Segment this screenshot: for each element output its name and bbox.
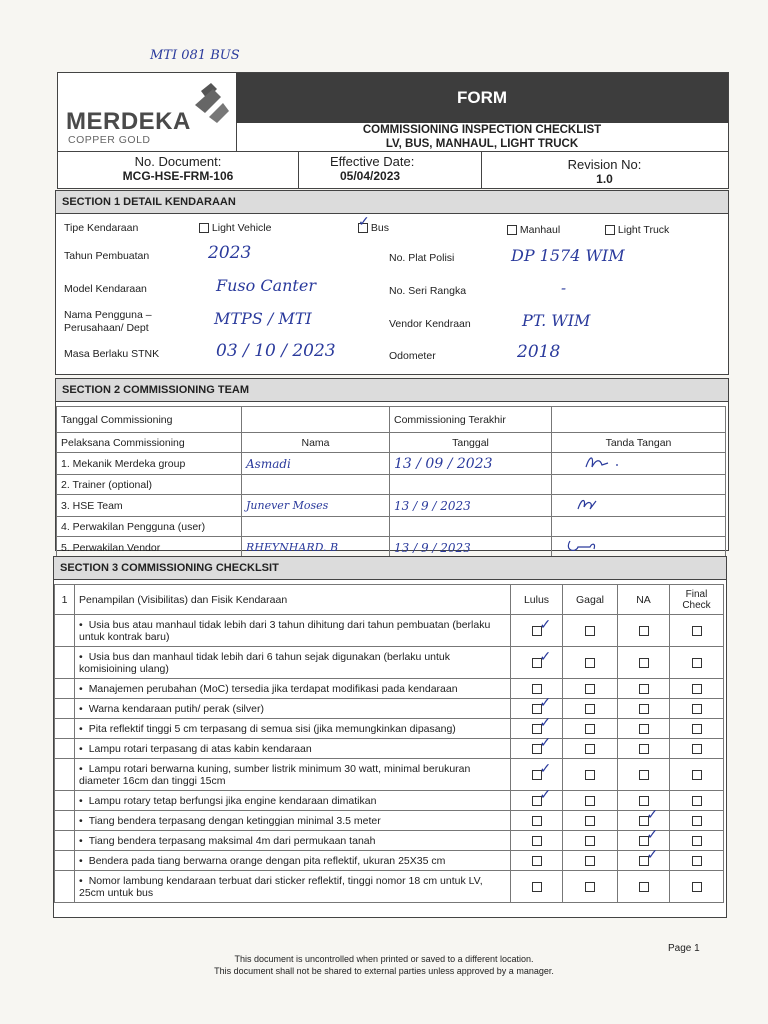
team-role: 1. Mekanik Merdeka group <box>57 453 242 475</box>
team-role: 4. Perwakilan Pengguna (user) <box>57 517 242 537</box>
form-header <box>57 72 729 189</box>
model-value: Fuso Canter <box>216 276 316 295</box>
checkbox-lulus[interactable] <box>532 836 542 846</box>
bullet-icon: • <box>79 682 83 695</box>
cell-gagal <box>563 831 618 851</box>
checklist-item-text: Pita reflektif tinggi 5 cm terpasang di semua sisi (jika memungkinkan dipasang) <box>88 722 456 735</box>
checklist-row <box>55 831 724 851</box>
tahun-value: 2023 <box>208 243 252 263</box>
checkbox-na[interactable] <box>639 658 649 668</box>
cell-gagal <box>563 791 618 811</box>
checkbox-na[interactable] <box>639 770 649 780</box>
cell-na <box>618 825 670 851</box>
checkbox-gagal[interactable] <box>585 770 595 780</box>
checkbox-gagal[interactable] <box>585 882 595 892</box>
bullet-icon: • <box>79 834 83 847</box>
cell-na <box>618 615 670 647</box>
col-tanggal: Tanggal <box>390 433 552 453</box>
checkbox-gagal[interactable] <box>585 724 595 734</box>
checkbox-gagal[interactable] <box>585 658 595 668</box>
checklist-row <box>55 759 724 791</box>
checkbox-gagal[interactable] <box>585 704 595 714</box>
team-role: 3. HSE Team <box>57 495 242 517</box>
col-final-check: Final Check <box>670 585 724 615</box>
plat-value: DP 1574 WIM <box>511 246 625 265</box>
checklist-item-text: Lampu rotari terpasang di atas kabin kendaraan <box>88 742 312 755</box>
cell-final <box>670 679 724 699</box>
check-mark-icon: ✓ <box>539 615 552 632</box>
cell-gagal <box>563 719 618 739</box>
signature-mark <box>556 453 636 471</box>
checklist-row <box>55 739 724 759</box>
cell-gagal <box>563 811 618 831</box>
footer-disclaimer <box>0 953 768 977</box>
row-spacer <box>55 719 75 739</box>
checkbox-final[interactable] <box>692 626 702 636</box>
cell-final <box>670 831 724 851</box>
cell-na <box>618 679 670 699</box>
checklist-item-text: Bendera pada tiang berwarna orange dengan pita reflektif, ukuran 25X35 cm <box>88 854 446 867</box>
checkbox-lulus[interactable] <box>532 816 542 826</box>
logo-subtext: COPPER GOLD <box>68 134 151 146</box>
logo-mark-icon <box>193 81 233 127</box>
tanggal-commissioning-value[interactable] <box>242 407 390 433</box>
form-label: FORM <box>236 73 728 123</box>
cell-final <box>670 851 724 871</box>
checklist-item <box>75 647 511 679</box>
check-mark-icon: ✓ <box>539 693 552 710</box>
checklist-item <box>75 791 511 811</box>
cell-lulus <box>511 713 563 739</box>
checkbox-final[interactable] <box>692 724 702 734</box>
row-spacer <box>55 791 75 811</box>
check-mark-icon: ✓ <box>646 845 659 862</box>
team-role: 2. Trainer (optional) <box>57 475 242 495</box>
col-nama: Nama <box>242 433 390 453</box>
bus-check-mark-icon: ✓ <box>358 213 370 229</box>
checkbox-lulus[interactable] <box>532 856 542 866</box>
checklist-row <box>55 791 724 811</box>
checklist-item-text: Tiang bendera terpasang maksimal 4m dari permukaan tanah <box>88 834 376 847</box>
cell-final <box>670 739 724 759</box>
cell-gagal <box>563 647 618 679</box>
cell-final <box>670 719 724 739</box>
footer-line1: This document is uncontrolled when printed or saved to a different location. <box>234 954 534 964</box>
section-3-title: SECTION 3 COMMISSIONING CHECKLSIT <box>54 557 726 580</box>
row-spacer <box>55 851 75 871</box>
type-option-light-vehicle[interactable] <box>199 222 271 234</box>
cell-na <box>618 699 670 719</box>
checkbox-na[interactable] <box>639 684 649 694</box>
type-label-light-truck: Light Truck <box>617 224 670 236</box>
cell-gagal <box>563 871 618 903</box>
team-name[interactable] <box>242 517 390 537</box>
col-gagal: Gagal <box>563 585 618 615</box>
pengguna-label-line2: Perusahaan/ Dept <box>64 322 149 334</box>
section-2-title: SECTION 2 COMMISSIONING TEAM <box>56 379 728 402</box>
cell-final <box>670 615 724 647</box>
cell-lulus <box>511 785 563 811</box>
checkbox-lulus[interactable] <box>532 882 542 892</box>
checklist-item <box>75 831 511 851</box>
section-1-title: SECTION 1 DETAIL KENDARAAN <box>56 191 728 214</box>
footer-line2: This document shall not be shared to external parties unless approved by a manager. <box>214 966 554 976</box>
checklist-item <box>75 851 511 871</box>
checkbox-final[interactable] <box>692 744 702 754</box>
checklist-item-text: Usia bus dan manhaul tidak lebih dari 6 tahun sejak digunakan (berlaku untuk komisioining ulang) <box>79 650 451 675</box>
team-row <box>57 453 726 475</box>
checkbox-final[interactable] <box>692 816 702 826</box>
tanggal-row <box>57 407 726 433</box>
bullet-icon: • <box>79 794 83 807</box>
tanggal-commissioning-label: Tanggal Commissioning <box>57 407 242 433</box>
cell-final <box>670 791 724 811</box>
team-signature[interactable] <box>552 495 726 517</box>
cell-lulus <box>511 851 563 871</box>
rangka-label: No. Seri Rangka <box>389 285 467 297</box>
checkbox-gagal[interactable] <box>585 626 595 636</box>
checklist-item-text: Warna kendaraan putih/ perak (silver) <box>88 702 264 715</box>
stnk-value: 03 / 10 / 2023 <box>216 341 336 361</box>
doc-info-row <box>58 151 728 189</box>
row-spacer <box>55 647 75 679</box>
checkbox-final[interactable] <box>692 770 702 780</box>
checklist-body <box>55 615 724 903</box>
cell-final <box>670 811 724 831</box>
checkbox-manhaul[interactable] <box>507 225 517 235</box>
cell-na <box>618 647 670 679</box>
checklist-row <box>55 811 724 831</box>
doc-no-label: No. Document: <box>134 154 222 169</box>
cell-lulus <box>511 871 563 903</box>
revision-value: 1.0 <box>596 172 613 186</box>
team-date[interactable]: 13 / 9 / 2023 <box>390 495 552 517</box>
checklist-row <box>55 871 724 903</box>
team-role: 5. Perwakilan Vendor <box>57 537 242 559</box>
pengguna-label <box>64 309 152 335</box>
cell-gagal <box>563 759 618 791</box>
team-row <box>57 517 726 537</box>
checkbox-na[interactable] <box>639 626 649 636</box>
checklist-item-text: Lampu rotary tetap berfungsi jika engine kendaraan dimatikan <box>88 794 377 807</box>
checklist-item <box>75 759 511 791</box>
cell-gagal <box>563 739 618 759</box>
checklist-item-text: Tiang bendera terpasang dengan ketinggian minimal 3.5 meter <box>88 814 381 827</box>
team-row <box>57 475 726 495</box>
team-name[interactable]: RHEYNHARD. B <box>242 537 390 559</box>
checkbox-final[interactable] <box>692 796 702 806</box>
bullet-icon: • <box>79 722 83 735</box>
checklist-row <box>55 615 724 647</box>
col-lulus: Lulus <box>511 585 563 615</box>
cell-lulus <box>511 831 563 851</box>
section-3 <box>53 556 727 918</box>
checklist-item <box>75 719 511 739</box>
team-name[interactable]: Junever Moses <box>242 495 390 517</box>
check-mark-icon: ✓ <box>539 647 552 664</box>
bullet-icon: • <box>79 762 83 775</box>
signature-mark <box>556 537 636 555</box>
team-signature[interactable] <box>552 475 726 495</box>
section-1 <box>55 190 729 375</box>
checkbox-final[interactable] <box>692 836 702 846</box>
col-tanda-tangan: Tanda Tangan <box>552 433 726 453</box>
checklist-row <box>55 679 724 699</box>
team-signature[interactable] <box>552 453 726 475</box>
team-signature[interactable] <box>552 517 726 537</box>
checklist-item <box>75 699 511 719</box>
bullet-icon: • <box>79 650 83 663</box>
revision-label: Revision No: <box>567 157 642 172</box>
tahun-label: Tahun Pembuatan <box>64 250 150 262</box>
odometer-value: 2018 <box>517 342 561 362</box>
cell-na <box>618 805 670 831</box>
page-number: Page 1 <box>668 943 700 954</box>
checklist-item <box>75 871 511 903</box>
form-title-line2: LV, BUS, MANHAUL, LIGHT TRUCK <box>385 138 579 150</box>
signature-mark <box>556 495 636 513</box>
team-row <box>57 495 726 517</box>
row-spacer <box>55 759 75 791</box>
type-label-manhaul: Manhaul <box>519 224 561 236</box>
checkbox-gagal[interactable] <box>585 744 595 754</box>
checklist-header-row <box>55 585 724 615</box>
cell-na <box>618 719 670 739</box>
doc-no-value: MCG-HSE-FRM-106 <box>122 169 234 183</box>
checkbox-lulus[interactable] <box>532 684 542 694</box>
cell-lulus <box>511 647 563 679</box>
commissioning-terakhir-value[interactable] <box>552 407 726 433</box>
cell-gagal <box>563 699 618 719</box>
effective-date-label: Effective Date: <box>330 154 415 169</box>
bullet-icon: • <box>79 742 83 755</box>
cell-gagal <box>563 851 618 871</box>
team-name[interactable] <box>242 475 390 495</box>
pengguna-label-line1: Nama Pengguna – <box>64 309 152 321</box>
effective-date-value: 05/04/2023 <box>340 169 401 183</box>
bullet-icon: • <box>79 814 83 827</box>
cell-final <box>670 699 724 719</box>
bullet-icon: • <box>79 702 83 715</box>
checkbox-na[interactable] <box>639 744 649 754</box>
checkbox-gagal[interactable] <box>585 856 595 866</box>
checkbox-gagal[interactable] <box>585 836 595 846</box>
row-spacer <box>55 811 75 831</box>
group-title: Penampilan (Visibilitas) dan Fisik Kendaraan <box>75 585 511 615</box>
cell-lulus <box>511 679 563 699</box>
col-pelaksana: Pelaksana Commissioning <box>57 433 242 453</box>
check-mark-icon: ✓ <box>646 825 659 842</box>
checkbox-gagal[interactable] <box>585 684 595 694</box>
handwritten-annotation: MTI 081 BUS <box>150 48 240 63</box>
cell-final <box>670 871 724 903</box>
checkbox-light-truck[interactable] <box>605 225 615 235</box>
checkbox-final[interactable] <box>692 882 702 892</box>
checklist-row <box>55 647 724 679</box>
check-mark-icon: ✓ <box>539 785 552 802</box>
type-option-bus[interactable] <box>358 213 390 234</box>
cell-lulus <box>511 811 563 831</box>
type-option-light-truck[interactable] <box>605 224 669 236</box>
checklist-table <box>54 584 724 903</box>
checkbox-na[interactable] <box>639 882 649 892</box>
form-title-line1: COMMISSIONING INSPECTION CHECKLIST <box>362 124 602 136</box>
checkbox-final[interactable] <box>692 684 702 694</box>
checkbox-light-vehicle[interactable] <box>199 223 209 233</box>
check-mark-icon: ✓ <box>539 759 552 776</box>
bullet-icon: • <box>79 854 83 867</box>
row-spacer <box>55 679 75 699</box>
row-spacer <box>55 699 75 719</box>
type-label-bus: Bus <box>370 222 390 234</box>
row-spacer <box>55 615 75 647</box>
checkbox-gagal[interactable] <box>585 816 595 826</box>
commissioning-team-table <box>56 406 726 559</box>
checklist-item <box>75 811 511 831</box>
check-mark-icon: ✓ <box>539 713 552 730</box>
checklist-item-text: Usia bus atau manhaul tidak lebih dari 3 tahun dihitung dari tahun pembuatan (berlaku untuk kontrak baru) <box>79 618 491 643</box>
checklist-item <box>75 615 511 647</box>
row-spacer <box>55 739 75 759</box>
checkbox-na[interactable] <box>639 704 649 714</box>
team-name[interactable]: Asmadi <box>242 453 390 475</box>
checkbox-na[interactable] <box>639 796 649 806</box>
bullet-icon: • <box>79 874 83 887</box>
section-2 <box>55 378 729 555</box>
cell-na <box>618 871 670 903</box>
bullet-icon: • <box>79 618 83 631</box>
checkbox-final[interactable] <box>692 658 702 668</box>
checklist-row <box>55 851 724 871</box>
cell-lulus <box>511 733 563 759</box>
cell-na <box>618 845 670 871</box>
checkbox-final[interactable] <box>692 704 702 714</box>
stnk-label: Masa Berlaku STNK <box>64 348 160 360</box>
odometer-label: Odometer <box>389 350 436 362</box>
row-spacer <box>55 871 75 903</box>
effective-date-cell <box>298 152 482 189</box>
checklist-row <box>55 699 724 719</box>
checkbox-na[interactable] <box>639 724 649 734</box>
checklist-item-text: Nomor lambung kendaraan terbuat dari sticker reflektif, tinggi nomor 18 cm untuk LV, 25cm untuk bus <box>79 874 483 899</box>
form-title <box>236 123 728 151</box>
type-option-manhaul[interactable] <box>507 224 560 236</box>
revision-cell <box>481 152 728 189</box>
team-date[interactable]: 13 / 9 / 2023 <box>390 537 552 559</box>
team-date[interactable]: 13 / 09 / 2023 <box>390 453 552 475</box>
cell-gagal <box>563 615 618 647</box>
group-number: 1 <box>55 585 75 615</box>
cell-lulus <box>511 759 563 791</box>
cell-lulus <box>511 693 563 719</box>
rangka-value: - <box>561 279 567 297</box>
checkbox-gagal[interactable] <box>585 796 595 806</box>
type-label-light-vehicle: Light Vehicle <box>211 222 272 234</box>
cell-na <box>618 791 670 811</box>
model-label: Model Kendaraan <box>64 283 147 295</box>
team-date[interactable] <box>390 475 552 495</box>
cell-na <box>618 759 670 791</box>
logo-text: MERDEKA <box>66 108 191 135</box>
plat-label: No. Plat Polisi <box>389 252 455 264</box>
team-date[interactable] <box>390 517 552 537</box>
cell-lulus <box>511 615 563 647</box>
check-mark-icon: ✓ <box>539 733 552 750</box>
col-na: NA <box>618 585 670 615</box>
pengguna-value: MTPS / MTI <box>214 309 312 328</box>
cell-na <box>618 739 670 759</box>
checklist-row <box>55 719 724 739</box>
tipe-kendaraan-label: Tipe Kendaraan <box>64 222 139 234</box>
commissioning-terakhir-label: Commissioning Terakhir <box>390 407 552 433</box>
checklist-item <box>75 679 511 699</box>
checkbox-final[interactable] <box>692 856 702 866</box>
doc-no-cell <box>58 152 299 189</box>
check-mark-icon: ✓ <box>646 805 659 822</box>
checklist-item-text: Manajemen perubahan (MoC) tersedia jika terdapat modifikasi pada kendaraan <box>88 682 458 695</box>
logo-block <box>58 73 237 151</box>
row-spacer <box>55 831 75 851</box>
cell-final <box>670 647 724 679</box>
checklist-item <box>75 739 511 759</box>
vendor-label: Vendor Kendraan <box>389 318 471 330</box>
checklist-item-text: Lampu rotari berwarna kuning, sumber listrik minimum 30 watt, minimal berukuran diameter 16cm dan tinggi 15cm <box>79 762 471 787</box>
cell-final <box>670 759 724 791</box>
cell-gagal <box>563 679 618 699</box>
vendor-value: PT. WIM <box>522 311 591 330</box>
team-header-row <box>57 433 726 453</box>
